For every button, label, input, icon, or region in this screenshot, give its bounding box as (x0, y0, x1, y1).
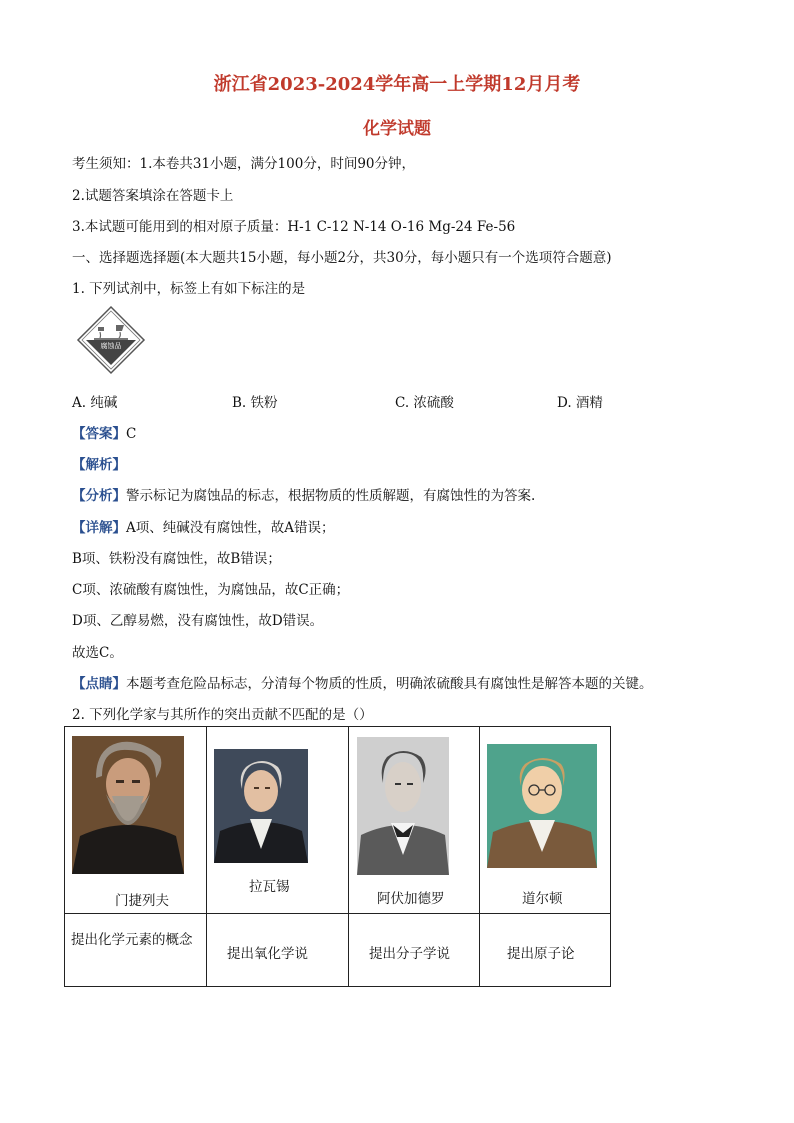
fenxi-tag: 【分析】 (72, 488, 126, 504)
hazard-label: 腐蚀品 (100, 342, 122, 350)
xiangjie-a: A项、纯碱没有腐蚀性，故A错误； (126, 520, 335, 536)
avogadro-portrait (357, 737, 449, 875)
answer-tag: 【答案】 (72, 426, 126, 442)
q1-option-d: D. 酒精 (557, 395, 603, 411)
scientist-name: 门捷列夫 (115, 893, 169, 909)
q2-stem: 2. 下列化学家与其所作的突出贡献不匹配的是（） (72, 707, 373, 723)
contribution-text: 提出化学元素的概念 (71, 932, 193, 948)
xiangjie-c: C项、浓硫酸有腐蚀性，为腐蚀品，故C正确； (72, 582, 350, 598)
q1-option-b: B. 铁粉 (232, 395, 278, 411)
q1-fenxi (72, 484, 535, 504)
section-heading: 一、选择题选择题(本大题共15小题，每小题2分，共30分，每小题只有一个选项符合题意) (72, 250, 612, 266)
dianjing-text: 本题考查危险品标志，分清每个物质的性质，明确浓硫酸具有腐蚀性是解答本题的关键。 (126, 676, 653, 692)
scientist-cell (65, 727, 207, 914)
contribution-cell (65, 914, 207, 987)
contribution-cell (480, 914, 611, 987)
contribution-text: 提出分子学说 (369, 946, 450, 962)
contribution-text: 提出氧化学说 (227, 946, 308, 962)
table-row (65, 727, 611, 914)
q1-xiangjie (72, 516, 335, 536)
xiangjie-tag: 【详解】 (72, 520, 126, 536)
notice-line-3: 3.本试题可能用到的相对原子质量：H-1 C-12 N-14 O-16 Mg-24 Fe-56 (72, 219, 516, 235)
contribution-cell (349, 914, 480, 987)
scientist-name: 阿伏加德罗 (377, 891, 445, 907)
lavoisier-portrait (214, 749, 308, 863)
contribution-cell (207, 914, 349, 987)
q1-answer (72, 422, 136, 442)
document-title: 浙江省2023-2024学年高一上学期12月月考 (213, 74, 581, 95)
contribution-text: 提出原子论 (507, 946, 575, 962)
scientist-name: 拉瓦锡 (249, 879, 290, 895)
q1-stem: 1. 下列试剂中，标签上有如下标注的是 (72, 281, 306, 297)
table-row (65, 914, 611, 987)
q1-option-a: A. 纯碱 (72, 395, 118, 411)
fenxi-text: 警示标记为腐蚀品的标志，根据物质的性质解题，有腐蚀性的为答案. (126, 488, 536, 504)
scientist-cell (480, 727, 611, 914)
q1-dianjing (72, 672, 653, 692)
mendeleev-portrait (72, 736, 184, 874)
scientist-cell (349, 727, 480, 914)
notice-line-2: 2.试题答案填涂在答题卡上 (72, 188, 234, 204)
q1-conclusion: 故选C。 (72, 645, 123, 661)
xiangjie-d: D项、乙醇易燃，没有腐蚀性，故D错误。 (72, 613, 324, 629)
q1-analysis (72, 453, 126, 473)
scientist-cell (207, 727, 349, 914)
answer-value: C (126, 426, 137, 442)
analysis-tag: 【解析】 (72, 457, 126, 473)
q1-option-c: C. 浓硫酸 (395, 395, 454, 411)
scientists-table (64, 726, 611, 987)
corrosive-hazard-icon (76, 305, 146, 375)
notice-line-1: 考生须知：1.本卷共31小题，满分100分，时间90分钟， (72, 156, 416, 172)
xiangjie-b: B项、铁粉没有腐蚀性，故B错误； (72, 551, 281, 567)
dalton-portrait (487, 744, 597, 868)
dianjing-tag: 【点睛】 (72, 676, 126, 692)
scientist-name: 道尔顿 (522, 891, 563, 907)
document-subtitle: 化学试题 (363, 119, 431, 139)
